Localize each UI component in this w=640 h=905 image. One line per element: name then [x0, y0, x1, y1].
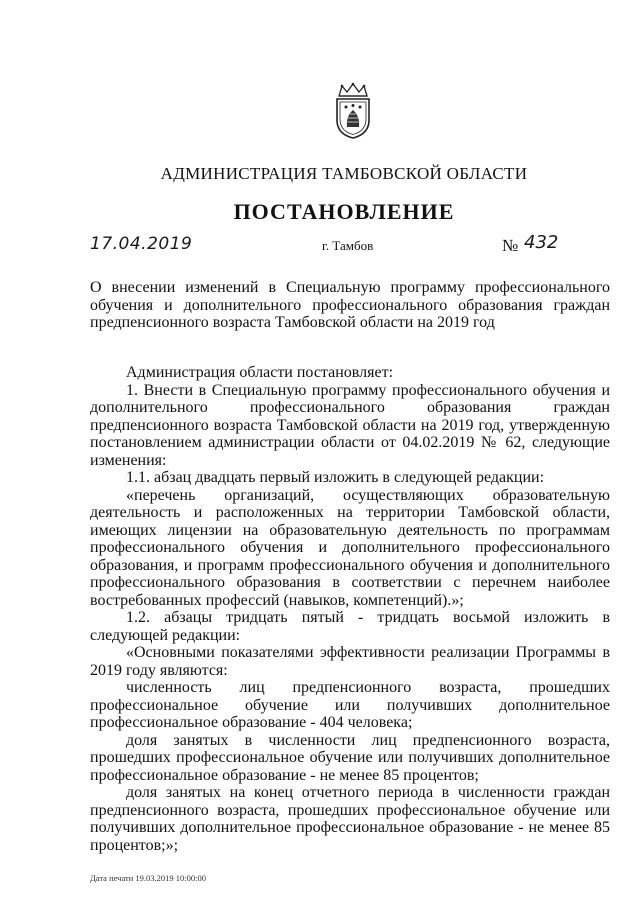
body-paragraph: доля занятых в численности лиц предпенсионного возраста, прошедших профессиональное обучение или получивших дополнительное профессиональное образование - не менее 85 процентов;: [90, 731, 610, 784]
document-date: 17.04.2019: [90, 234, 193, 254]
body-paragraph: Администрация области постановляет:: [126, 364, 394, 381]
document-number: 432: [524, 232, 559, 253]
document-body: [90, 364, 610, 854]
body-paragraph: доля занятых на конец отчетного периода в численности граждан предпенсионного возраста, прошедших профессиональное обучение или получивших дополнительное профессиональное образование - не менее 85 процентов;»;: [90, 784, 610, 854]
body-paragraph: «перечень организаций, осуществляющих образовательную деятельность и расположенных на территории Тамбовской области, имеющих лицензии на образовательную деятельность по программам профессионального обучения и дополнительного профессионального образования, и программ профессионального обучения и дополнительного профессионального образования в соответствии с перечнем наиболее востребованных профессий (навыков, компетенций).»;: [90, 486, 610, 609]
number-sign: №: [502, 236, 519, 255]
body-paragraph: 1.2. абзацы тридцать пятый - тридцать восьмой изложить в следующей редакции:: [90, 609, 610, 644]
document-type: ПОСТАНОВЛЕНИЕ: [233, 199, 455, 224]
body-paragraph: 1.1. абзац двадцать первый изложить в следующей редакции:: [126, 469, 545, 486]
organization-name: АДМИНИСТРАЦИЯ ТАМБОВСКОЙ ОБЛАСТИ: [160, 164, 528, 183]
body-paragraph: численность лиц предпенсионного возраста, прошедших профессиональное обучение или получивших дополнительное профессиональное образование - 404 человека;: [90, 679, 610, 731]
document-subject: О внесении изменений в Специальную программу профессионального обучения и дополнительного профессионального образования граждан предпенсионного возраста Тамбовской области на 2019 год: [90, 279, 610, 331]
body-paragraph: 1. Внести в Специальную программу профессионального обучения и дополнительного профессионального образования граждан предпенсионного возраста Тамбовской области на 2019 год, утвержденную постановлением администрации области от 04.02.2019 № 62, следующие изменения:: [90, 381, 610, 469]
tambov-coat-of-arms-icon: [330, 82, 376, 140]
print-date: Дата печати 19.03.2019 10:00:00: [90, 873, 206, 883]
document-city: г. Тамбов: [322, 238, 374, 253]
body-paragraph: «Основными показателями эффективности реализации Программы в 2019 году являются:: [90, 644, 610, 679]
